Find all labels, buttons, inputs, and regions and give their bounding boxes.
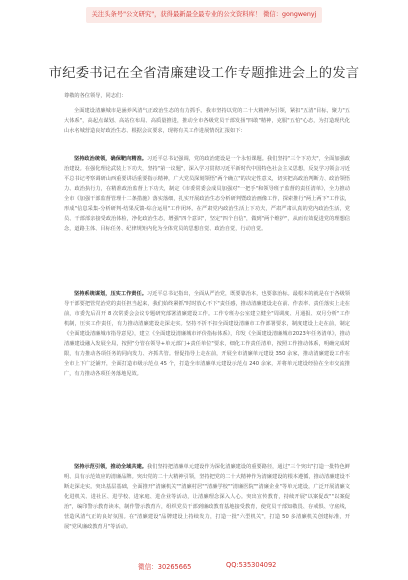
footer-qq: QQ:535304092 <box>226 561 277 569</box>
footer-contact <box>0 561 408 575</box>
section-body: 习近平总书记指出，全面从严治党，既要靠治本，也要靠治标。最根本的就是在于各级领导干部要把管党治党的责任担当起来，我们始终紧抓"时时放心不下"责任感，推动清廉建设走在前、作表率、责任落实上走在前，市委先后召开 8 次常委会会议专题研究部署清廉建设工作。工作专班办公室建立健全"周调度、月通报、双月分析"工作机制，压实工作责任，有力推动清廉建设走深走实。坚持不折不扣全面建设清廉市工作部署要求，制度建设上走在前，制定《全面建设清廉城市指导意见》，建立《全面建设清廉城市评价指标体系》，印发《全面建设清廉城市2023年任务清单》，推动清廉建设融入发展全局，按照"分管在领导+单元部门+责任单位"要求，细化工作责任清单，按照工作推动体系，明确完成时限，有力推动各项任务的同向发力、齐抓共管。督促指导上走在前，开展全市清廉单元建设 350 余家，推动清廉建设工作在全市上下广泛铺开，全面打造市级示范点 45 个，打造全市清廉单元建设示范点 240 余家，并将单元建设经验在全市交流推广，有力推动各项任务落地见效。 <box>64 291 350 377</box>
section-lead: 坚持政治统领，确保靶向精准。 <box>74 156 148 162</box>
section-political-leadership <box>64 154 350 284</box>
section-demonstration <box>64 462 350 548</box>
intro-paragraph: 全面建设清廉城市是涵养风清气正政治生态的有力抓手。我市坚持以党的二十大精神为引领，紧扣"五清"目标，聚力"五大体系"，高起点谋划、高站位布局、高质量推进，推动全市各级党员干部发扬"四敢"精神，克服"五怕"心态，为打造现代化山水名城营造良好政治生态、根据会议要求，现将有关工作进展情况汇报如下： <box>64 108 350 134</box>
footer-weixin: 微信：30265665 <box>138 563 192 571</box>
section-lead: 坚持示范引领，推动全域共建。 <box>74 464 148 470</box>
section-body: 我们坚持把清廉单元建设作为深化清廉建设的重要路径，通过"三个突出"打造一批特色鲜明、具有示范效应的清廉品牌。突出党的二十大精神引领，坚持把党的二十大精神作为清廉建设的根本遵循，推动清廉建设不断走深走实。突出基层基础，全面推开"清廉机关""清廉村居""清廉学校""清廉医院""清廉企业"等单元建设，广泛开展清廉文化进机关、进社区、进学校、进家庭、进企业等活动，让清廉理念深入人心。突出宣传教育，持续开展"以案促改""以案促治"，编印警示教育读本，制作警示教育片，组织党员干部到廉政教育基地接受教育，使党员干部知敬畏、存戒惧、守底线，营造风清气正的良好氛围。在"清廉建设"品牌建设上持续发力，打造一批"六型机关"，打造 50 多清廉机关创建标准，开展"党风廉政教育月"等活动。 <box>64 464 350 530</box>
greeting: 尊敬的各位领导，同志们： <box>64 93 127 99</box>
document-title: 市纪委书记在全省清廉建设工作专题推进会上的发言 <box>48 66 360 81</box>
section-system-planning <box>64 289 350 449</box>
section-body: 习近平总书记强调，党的政治建设是一个永恒课题。我们坚持"三个下功夫"，全面加强政治建设。在强化理论武装上下功夫，坚持"第一议题"，深入学习贯彻习近平新时代中国特色社会主义思想，反复学习领会习近平总书记考察调研山西重要讲话重要指示精神，广大党员深刻领悟"两个确立"的决定性意义，切实把高政治判断力、政治领悟力、政治执行力，在精准政治监督上下功夫，制定《市委常委会成员加强对"一把手"和领导班子监督的责任清单》，全力推动全市《加强干部监督管理十二条措施》落实落细，扎实开展政治生态分析研判暨政治画像工作，探索推行"两上两下"工作法，形成"信息采集-分析研判-结果反馈-综合运用"工作闭环。在严肃党内政治生活上下功夫，严肃严肃认真的党内政治生活，党员、干部部亲接受政治体检，净化政治生态，增强"四个意识"，坚定"四个自信"，做到"两个维护"，从而有效促进党的理想信念，道路主体、目标任务、纪律规矩内化为全体党员的思想自觉、政治自觉，行动自觉。 <box>64 156 350 232</box>
section-lead: 坚持系统谋划，压实工作责任。 <box>74 291 147 297</box>
promo-banner: 关注头条号"公文研究"，获得最新最全最专业的公文资料库！ 微信：gongwenyj <box>86 7 322 23</box>
